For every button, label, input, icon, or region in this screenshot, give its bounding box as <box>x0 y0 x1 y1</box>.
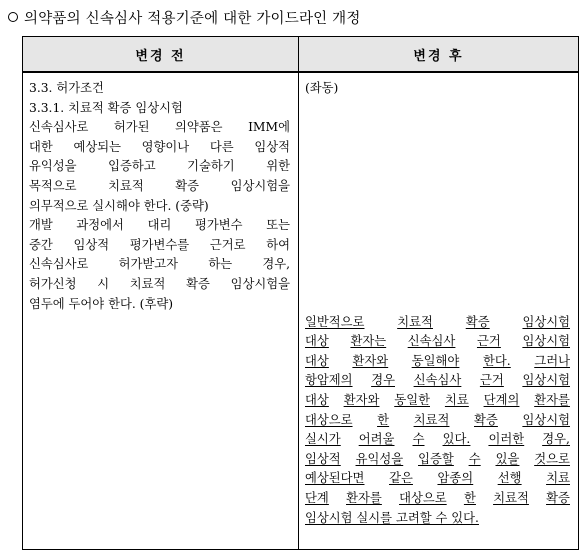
word: 치료적 <box>413 412 450 427</box>
text-line <box>305 430 570 450</box>
text-line <box>29 255 290 275</box>
text-line <box>305 313 570 333</box>
word: 중간 <box>29 237 53 252</box>
text-line <box>305 332 570 352</box>
before-paragraph-1 <box>29 118 290 196</box>
after-cell <box>299 72 579 550</box>
before-paragraph-2 <box>29 216 290 294</box>
text-line <box>305 371 570 391</box>
word: 그러나 <box>534 353 570 368</box>
word: 확증 <box>175 178 200 193</box>
text-line <box>29 138 290 158</box>
word: 확증 <box>546 490 570 505</box>
word: 과정에서 <box>76 218 124 233</box>
word: 다른 <box>209 139 234 154</box>
word: 어려울 <box>358 432 395 447</box>
word: 한다. <box>482 353 511 368</box>
word: 평가변수 <box>195 218 243 233</box>
word: 임상시험 <box>522 314 570 329</box>
word: 하여 <box>266 237 290 252</box>
word: 평가변수를 <box>129 237 190 252</box>
text-line <box>305 411 570 431</box>
word: 임상적 <box>73 237 110 252</box>
word: 기술하기 <box>187 159 235 174</box>
before-cell <box>23 72 299 550</box>
heading-text: 의약품의 신속심사 적용기준에 대한 가이드라인 개정 <box>24 10 361 27</box>
word: 동일한 <box>394 392 430 407</box>
word: 환자와 <box>352 353 389 368</box>
section-heading <box>8 6 361 28</box>
word: 허가된 <box>113 120 150 135</box>
word: 영향이나 <box>141 139 190 154</box>
word: 단계 <box>305 490 329 505</box>
word: 환자는 <box>350 334 387 349</box>
before-text-line: 의무적으로 실시해야 한다. (중략) <box>29 198 209 213</box>
word: 같은 <box>389 471 413 486</box>
text-line <box>29 275 290 295</box>
text-line <box>305 489 570 509</box>
word: 일반적으로 <box>305 314 365 329</box>
word: 치료 <box>546 471 570 486</box>
comparison-table <box>22 36 579 550</box>
word: 동일해야 <box>411 353 460 368</box>
word: 임상시험 <box>522 412 570 427</box>
word: 확증 <box>474 412 498 427</box>
word: 신속심사 <box>407 334 456 349</box>
word: 한 <box>463 490 476 505</box>
word: 신속심사로 <box>29 257 89 272</box>
word: 허가신청 <box>29 276 77 291</box>
word: 근거 <box>476 334 501 349</box>
after-text-line: 임상시험 실시를 고려할 수 있다. <box>305 510 479 525</box>
after-underlined-paragraph <box>305 313 570 509</box>
word: IMM에 <box>248 120 290 135</box>
text-line <box>305 352 570 372</box>
word: 치료적 <box>108 178 144 193</box>
word: 유익성을 <box>29 159 77 174</box>
word: 한 <box>377 412 390 427</box>
word: 신속심사 <box>413 373 462 388</box>
word: 경우 <box>371 373 395 388</box>
word: 실시가 <box>305 432 341 447</box>
word: 유익성을 <box>355 451 404 466</box>
word: 경우, <box>542 432 570 447</box>
word: 확증 <box>186 276 210 291</box>
word: 단계의 <box>483 392 520 407</box>
section-number-line: 3.3. 허가조건 <box>29 81 104 95</box>
text-line <box>305 450 570 470</box>
word: 임상시험 <box>522 373 570 388</box>
word: 대상 <box>305 392 329 407</box>
word: 입증할 <box>418 451 454 466</box>
word: 있다. <box>442 432 471 447</box>
text-line <box>29 118 290 138</box>
word: 것으로 <box>534 451 570 466</box>
word: 수 <box>468 451 481 466</box>
word: 개발 <box>29 218 53 233</box>
word: 있을 <box>495 451 520 466</box>
word: 위한 <box>266 159 290 174</box>
same-as-before-note: (좌동) <box>305 81 339 95</box>
word: 대상으로 <box>399 490 447 505</box>
word: 대상 <box>305 334 329 349</box>
table-row <box>23 72 579 550</box>
text-line <box>305 391 570 411</box>
word: 시 <box>97 276 110 291</box>
word: 환자와 <box>343 392 380 407</box>
word: 항암제의 <box>305 373 353 388</box>
word: 대상으로 <box>305 412 353 427</box>
word: 임상적 <box>305 451 341 466</box>
word: 임상시험을 <box>230 178 290 193</box>
word: 경우, <box>262 257 290 272</box>
word: 허가받고자 <box>118 257 179 272</box>
word: 대한 <box>29 139 53 154</box>
word: 임상시험을 <box>230 276 290 291</box>
text-line <box>305 469 570 489</box>
word: 치료적 <box>493 490 529 505</box>
word: 치료 <box>444 392 469 407</box>
word: 치료적 <box>397 314 433 329</box>
word: 목적으로 <box>29 178 77 193</box>
text-line <box>29 177 290 197</box>
text-line <box>29 216 290 236</box>
text-line <box>29 236 290 256</box>
header-row <box>23 37 579 73</box>
text-line <box>29 157 290 177</box>
word: 환자를 <box>346 490 382 505</box>
circle-bullet-icon <box>8 12 18 22</box>
word: 환자를 <box>534 392 570 407</box>
word: 암종의 <box>437 471 474 486</box>
word: 또는 <box>266 218 290 233</box>
word: 의약품은 <box>175 120 223 135</box>
word: 확증 <box>465 314 490 329</box>
subsection-title-line: 3.3.1. 치료적 확증 임상시험 <box>29 100 183 115</box>
word: 입증하고 <box>108 159 156 174</box>
word: 예상된다면 <box>305 471 365 486</box>
word: 근거로 <box>209 237 246 252</box>
word: 선행 <box>497 471 522 486</box>
word: 하는 <box>208 257 233 272</box>
before-text-line: 염두에 두어야 한다. (후략) <box>29 296 174 311</box>
word: 예상되는 <box>73 139 121 154</box>
word: 수 <box>412 432 425 447</box>
word: 이러한 <box>488 432 525 447</box>
word: 임상시험 <box>522 334 570 349</box>
word: 대상 <box>305 353 329 368</box>
word: 임상적 <box>254 139 290 154</box>
word: 대리 <box>147 218 172 233</box>
column-header-after: 변경 후 <box>299 37 579 73</box>
word: 근거 <box>479 373 504 388</box>
word: 치료적 <box>129 276 166 291</box>
column-header-before: 변경 전 <box>23 37 299 73</box>
word: 신속심사로 <box>29 120 89 135</box>
